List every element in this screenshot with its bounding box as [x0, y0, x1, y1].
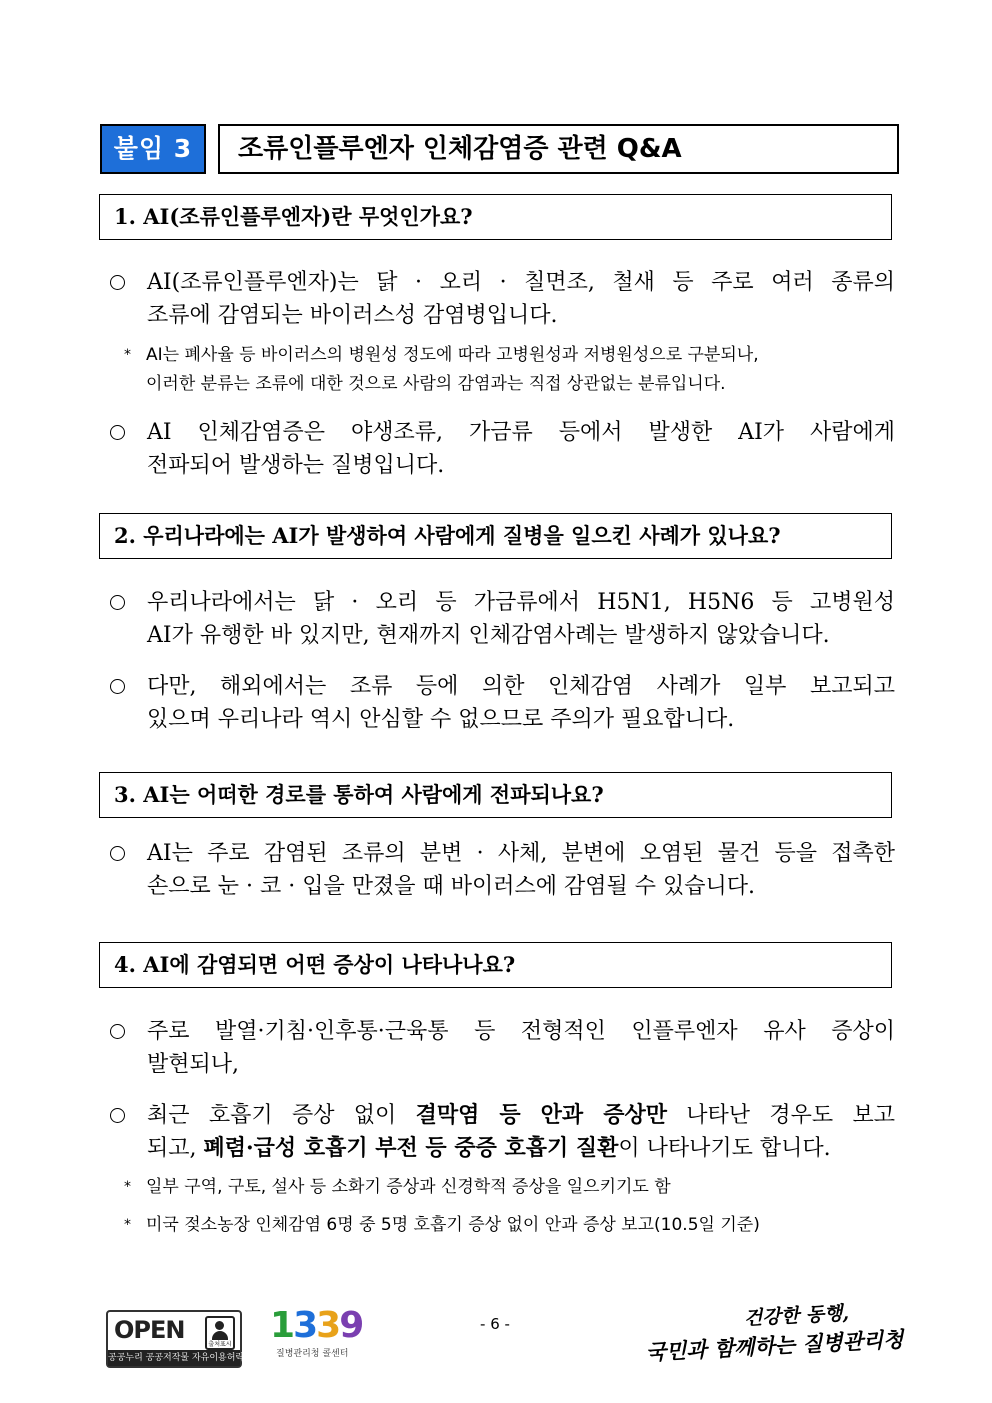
hotline-digit-3: 3	[316, 1305, 340, 1346]
asterisk-icon: *	[124, 1217, 131, 1233]
q2-answer-1	[110, 586, 895, 652]
q4-answer-1-line-1: 주로 발열·기침·인후통·근육통 등 전형적인 인플루엔자 유사 증상이	[147, 1019, 895, 1044]
q2-answer-2	[110, 670, 895, 736]
asterisk-icon: *	[124, 347, 131, 363]
q4-answer-2-text-d: 되고,	[147, 1136, 204, 1161]
q4-answer-1-line-2: 발현되나,	[147, 1052, 240, 1077]
hotline-digit-4: 9	[339, 1305, 363, 1346]
q4-footnote-2-text: 미국 젖소농장 인체감염 6명 중 5명 호흡기 증상 없이 안과 증상 보고(10.5일 기준)	[146, 1215, 760, 1235]
q1-footnote-line-1: AI는 폐사율 등 바이러스의 병원성 정도에 따라 고병원성과 저병원성으로 구분되나,	[146, 345, 759, 365]
slogan-line-2: 국민과 함께하는 질병관리청	[645, 1326, 905, 1365]
q1-answer-2-line-2: 전파되어 발생하는 질병입니다.	[147, 453, 445, 478]
page-title: 조류인플루엔자 인체감염증 관련 Q&A	[218, 124, 899, 174]
open-logo-word: OPEN	[114, 1316, 185, 1344]
q1-answer-1	[110, 266, 895, 332]
hotline-digits	[270, 1306, 370, 1346]
hotline-digit-2: 3	[293, 1305, 317, 1346]
circle-bullet-icon	[110, 679, 125, 694]
q4-footnote-1	[124, 1173, 899, 1202]
attachment-badge: 붙임 3	[100, 124, 206, 174]
q4-answer-2-emphasis-respiratory: 폐렴·급성 호흡기 부전 등 중증 호흡기 질환	[203, 1135, 619, 1161]
q2-answer-1-line-2: AI가 유행한 바 있지만, 현재까지 인체감염사례는 발생하지 않았습니다.	[147, 623, 830, 648]
page-number: - 6 -	[480, 1315, 510, 1333]
asterisk-icon: *	[124, 1179, 131, 1195]
kdca-slogan	[643, 1293, 906, 1377]
q4-answer-2	[110, 1099, 895, 1165]
hotline-caption: 질병관리청 콜센터	[276, 1349, 349, 1359]
q4-footnote-1-text: 일부 구역, 구토, 설사 등 소화기 증상과 신경학적 증상을 일으키기도 함	[146, 1177, 671, 1197]
question-2-heading: 2. 우리나라에는 AI가 발생하여 사람에게 질병을 일으킨 사례가 있나요?	[99, 513, 892, 559]
q3-answer-1	[110, 837, 895, 903]
q1-answer-1-line-2: 조류에 감염되는 바이러스성 감염병입니다.	[147, 303, 558, 328]
q1-footnote-line-2: 이러한 분류는 조류에 대한 것으로 사람의 감염과는 직접 상관없는 분류입니다.	[146, 374, 726, 394]
circle-bullet-icon	[110, 1108, 125, 1123]
q4-answer-2-text-c: 나타난 경우도 보고	[666, 1103, 895, 1128]
q1-answer-2-line-1: AI 인체감염증은 야생조류, 가금류 등에서 발생한 AI가 사람에게	[147, 420, 895, 445]
q2-answer-2-line-1: 다만, 해외에서는 조류 등에 의한 인체감염 사례가 일부 보고되고	[147, 674, 895, 699]
circle-bullet-icon	[110, 595, 125, 610]
q4-footnote-2	[124, 1211, 899, 1240]
q1-answer-2	[110, 416, 895, 482]
q4-answer-2-text-f: 이 나타나기도 합니다.	[618, 1136, 831, 1161]
q3-answer-1-line-2: 손으로 눈 · 코 · 입을 만졌을 때 바이러스에 감염될 수 있습니다.	[147, 874, 755, 899]
circle-bullet-icon	[110, 846, 125, 861]
q2-answer-2-line-2: 있으며 우리나라 역시 안심할 수 없으므로 주의가 필요합니다.	[147, 707, 735, 732]
kogl-open-logo	[106, 1310, 245, 1368]
attribution-label: 출처표시	[208, 1341, 232, 1348]
q4-answer-2-emphasis-eye: 결막염 등 안과 증상만	[415, 1102, 667, 1128]
q4-answer-2-line-2	[147, 1132, 895, 1165]
q4-answer-2-text-a: 최근 호흡기 증상 없이	[147, 1103, 416, 1128]
q3-answer-1-line-1: AI는 주로 감염된 조류의 분변 · 사체, 분변에 오염된 물건 등을 접촉한	[147, 841, 895, 866]
question-3-heading: 3. AI는 어떠한 경로를 통하여 사람에게 전파되나요?	[99, 772, 892, 818]
circle-bullet-icon	[110, 425, 125, 440]
question-1-heading: 1. AI(조류인플루엔자)란 무엇인가요?	[99, 194, 892, 240]
question-4-heading: 4. AI에 감염되면 어떤 증상이 나타나나요?	[99, 942, 892, 988]
slogan-line-1: 건강한 동행,	[743, 1302, 850, 1330]
circle-bullet-icon	[110, 1024, 125, 1039]
open-logo-caption: 공공누리 공공저작물 자유이용허락	[108, 1350, 240, 1366]
attribution-person-icon	[205, 1316, 235, 1350]
hotline-digit-1: 1	[270, 1305, 294, 1346]
hotline-1339-logo	[270, 1306, 370, 1366]
q2-answer-1-line-1: 우리나라에서는 닭 · 오리 등 가금류에서 H5N1, H5N6 등 고병원성	[147, 590, 895, 615]
q1-answer-1-line-1: AI(조류인플루엔자)는 닭 · 오리 · 칠면조, 철새 등 주로 여러 종류의	[147, 270, 895, 295]
q1-footnote	[124, 341, 899, 399]
q4-answer-2-line-1	[147, 1099, 895, 1132]
circle-bullet-icon	[110, 275, 125, 290]
q4-answer-1	[110, 1015, 895, 1081]
